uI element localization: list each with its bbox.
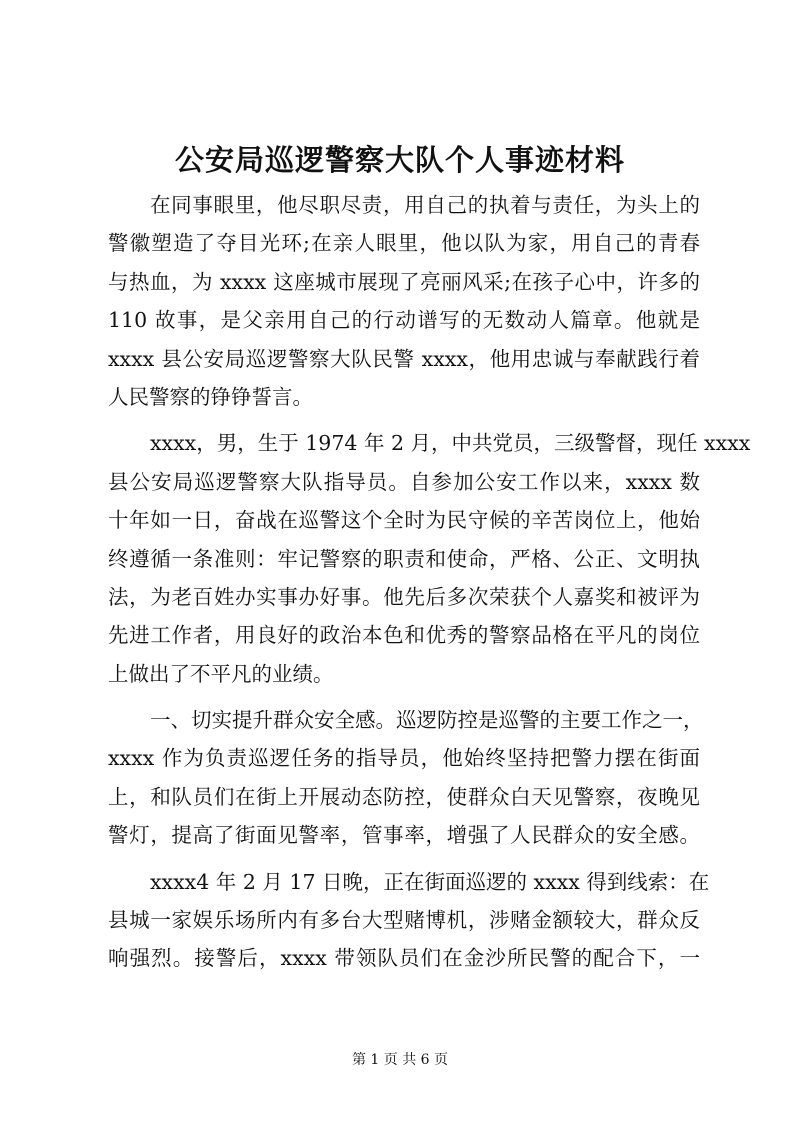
text-line: 先进工作者，用良好的政治本色和优秀的警察品格在平凡的岗位 — [108, 623, 700, 648]
text-line: 上做出了不平凡的业绩。 — [108, 661, 334, 686]
paragraph-2 — [108, 424, 751, 693]
text-line: 警徽塑造了夺目光环;在亲人眼里，他以队为家，用自己的青春 — [108, 231, 700, 256]
text-line: 110 故事，是父亲用自己的行动谱写的无数动人篇章。他就是 — [108, 308, 700, 333]
text-line: 与热血，为 xxxx 这座城市展现了亮丽风采;在孩子心中，许多的 — [108, 269, 700, 294]
text-line: xxxx 作为负责巡逻任务的指导员，他始终坚持把警力摆在街面 — [108, 746, 700, 771]
text-line: 县城一家娱乐场所内有多台大型赌博机，涉赌金额较大，群众反 — [108, 908, 700, 933]
page-footer — [0, 1050, 800, 1070]
paragraph-4 — [108, 863, 710, 978]
text-line: 响强烈。接警后，xxxx 带领队员们在金沙所民警的配合下，一 — [108, 946, 700, 971]
text-line: 十年如一日，奋战在巡警这个全时为民守候的辛苦岗位上，他始 — [108, 508, 700, 533]
text-line: 法，为老百姓办实事办好事。他先后多次荣获个人嘉奖和被评为 — [108, 584, 700, 609]
document-body — [108, 186, 751, 978]
text-line: 警灯，提高了街面见警率，管事率，增强了人民群众的安全感。 — [108, 823, 700, 848]
text-line: 一、切实提升群众安全感。巡逻防控是巡警的主要工作之一， — [150, 708, 704, 733]
paragraph-3 — [108, 701, 704, 855]
paragraph-1 — [108, 186, 700, 416]
text-line: xxxx，男，生于 1974 年 2 月，中共党员，三级警督，现任 xxxx — [150, 431, 751, 456]
text-line: 人民警察的铮铮誓言。 — [108, 384, 313, 409]
text-line: 县公安局巡逻警察大队指导员。自参加公安工作以来，xxxx 数 — [108, 469, 700, 494]
page-number: 第 1 页 共 6 页 — [351, 1052, 449, 1068]
text-line: xxxx 县公安局巡逻警察大队民警 xxxx，他用忠诚与奉献践行着 — [108, 346, 700, 371]
text-line: 终遵循一条准则：牢记警察的职责和使命，严格、公正、文明执 — [108, 546, 700, 571]
text-line: 上，和队员们在街上开展动态防控，使群众白天见警察，夜晚见 — [108, 784, 700, 809]
document-title: 公安局巡逻警察大队个人事迹材料 — [174, 143, 625, 177]
text-line: 在同事眼里，他尽职尽责，用自己的执着与责任，为头上的 — [150, 193, 700, 217]
text-line: xxxx4 年 2 月 17 日晚，正在街面巡逻的 xxxx 得到线索：在 — [150, 869, 710, 894]
